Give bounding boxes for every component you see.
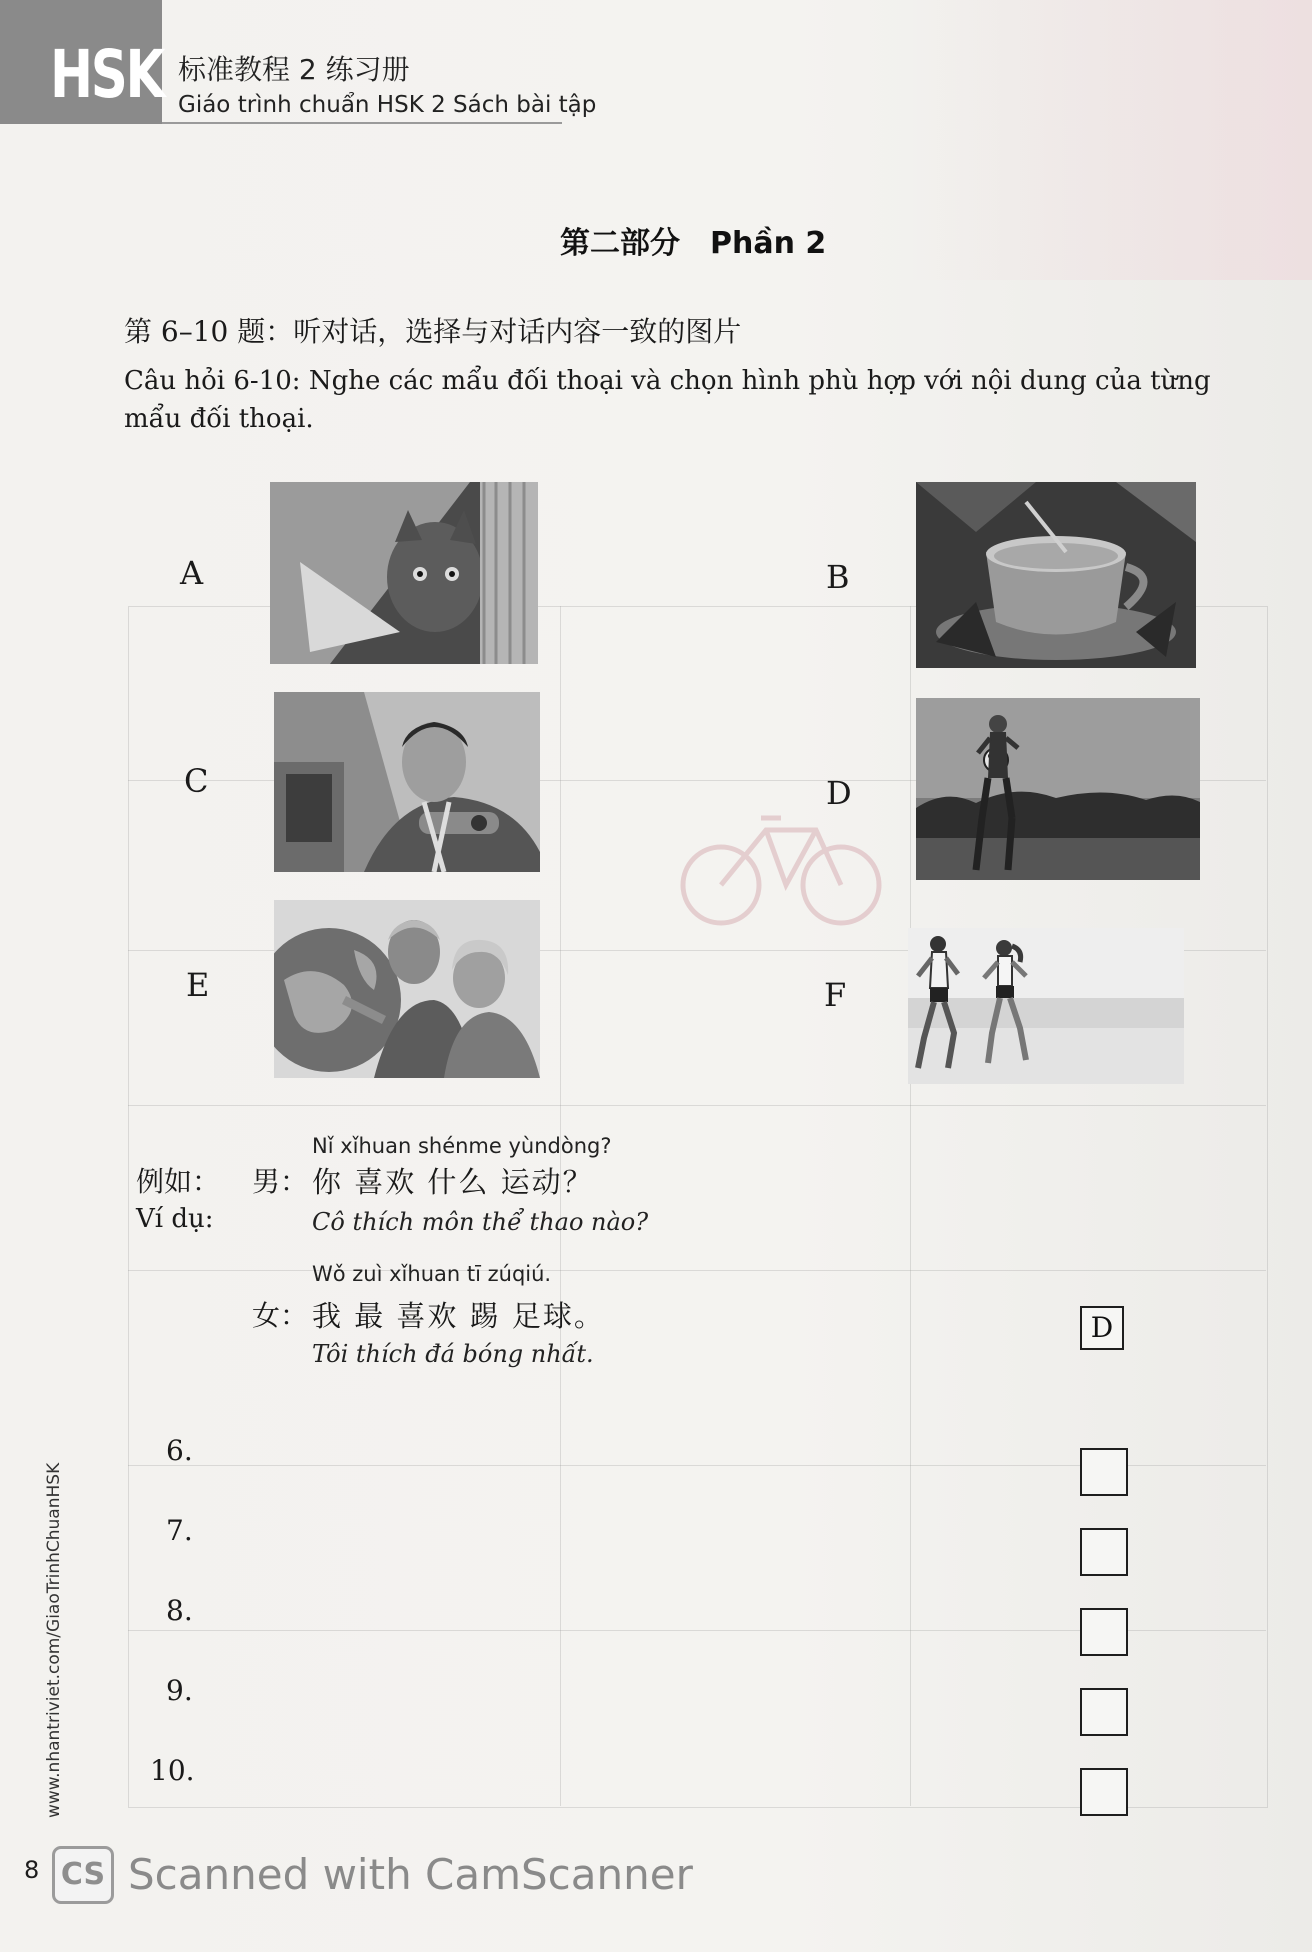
answer-box-7[interactable] [1080,1528,1128,1576]
question-number: 10. [150,1754,195,1787]
picture-letter: D [826,774,852,812]
ghost-column-line [910,606,911,1806]
section-title: 第二部分 Phần 2 [560,226,827,261]
translation-woman: Tôi thích đá bóng nhất. [312,1340,594,1368]
question-number: 7. [166,1514,193,1547]
ghost-bicycle-icon [676,790,886,930]
question-number: 8. [166,1594,193,1627]
tea-cup-photo [916,482,1196,668]
book-title-cn: 标准教程 2 练习册 [178,53,410,86]
hanzi-woman: 我 最 喜欢 踢 足球。 [312,1299,605,1333]
book-title-vi: Giáo trình chuẩn HSK 2 Sách bài tập [178,92,597,118]
ghost-row-line [128,1105,1266,1106]
example-label-cn: 例如： [136,1165,221,1198]
picture-letter: A [180,554,204,592]
page-number: 8 [24,1856,40,1884]
instructions-vi: Câu hỏi 6-10: Nghe các mẩu đối thoại và chọn hình phù hợp với nội dung của từng mẩu đối thoại. [124,366,1211,434]
speaker-woman: 女： [252,1299,309,1332]
scanner-watermark: Scanned with CamScanner [128,1850,693,1899]
speaker-man: 男： [252,1165,309,1198]
question-number: 6. [166,1434,193,1467]
translation-man: Cô thích môn thể thao nào? [312,1208,649,1236]
camscanner-logo-icon: CS [52,1846,114,1904]
couple-running-beach-photo [908,928,1184,1084]
ghost-column-line [560,606,561,1806]
woman-with-football-photo [916,698,1200,880]
picture-letter: C [184,762,209,800]
answer-box-6[interactable] [1080,1448,1128,1496]
pinyin-man: Nǐ xǐhuan shénme yùndòng? [312,1134,612,1158]
pinyin-woman: Wǒ zuì xǐhuan tī zúqiú. [312,1262,552,1286]
ghost-row-line [128,1270,1266,1271]
hsk-logo: HSK [50,36,164,113]
cat-photo [270,482,538,664]
header-rule [162,122,562,124]
picture-letter: B [826,558,850,596]
instructions-cn: 第 6–10 题：听对话，选择与对话内容一致的图片 [124,315,742,348]
hanzi-man: 你 喜欢 什么 运动？ [312,1165,594,1199]
answer-box-10[interactable] [1080,1768,1128,1816]
side-url: www.nhantriviet.com/GiaoTrinhChuanHSK [44,1462,64,1818]
cat-photo-icon [270,482,538,664]
man-checking-watch-photo-icon [274,692,540,872]
answer-box-8[interactable] [1080,1608,1128,1656]
couple-with-globe-photo [274,900,540,1078]
woman-with-football-photo-icon [916,698,1200,880]
answer-box-9[interactable] [1080,1688,1128,1736]
picture-letter: E [186,966,210,1004]
question-number: 9. [166,1674,193,1707]
man-checking-watch-photo [274,692,540,872]
picture-letter: F [824,976,847,1014]
example-answer-box: D [1080,1306,1124,1350]
example-label-vi: Ví dụ: [136,1204,214,1234]
couple-running-beach-photo-icon [908,928,1184,1084]
hsk-logo-block [0,0,162,124]
couple-with-globe-photo-icon [274,900,540,1078]
page-bleed-through [905,0,1312,280]
tea-cup-photo-icon [916,482,1196,668]
